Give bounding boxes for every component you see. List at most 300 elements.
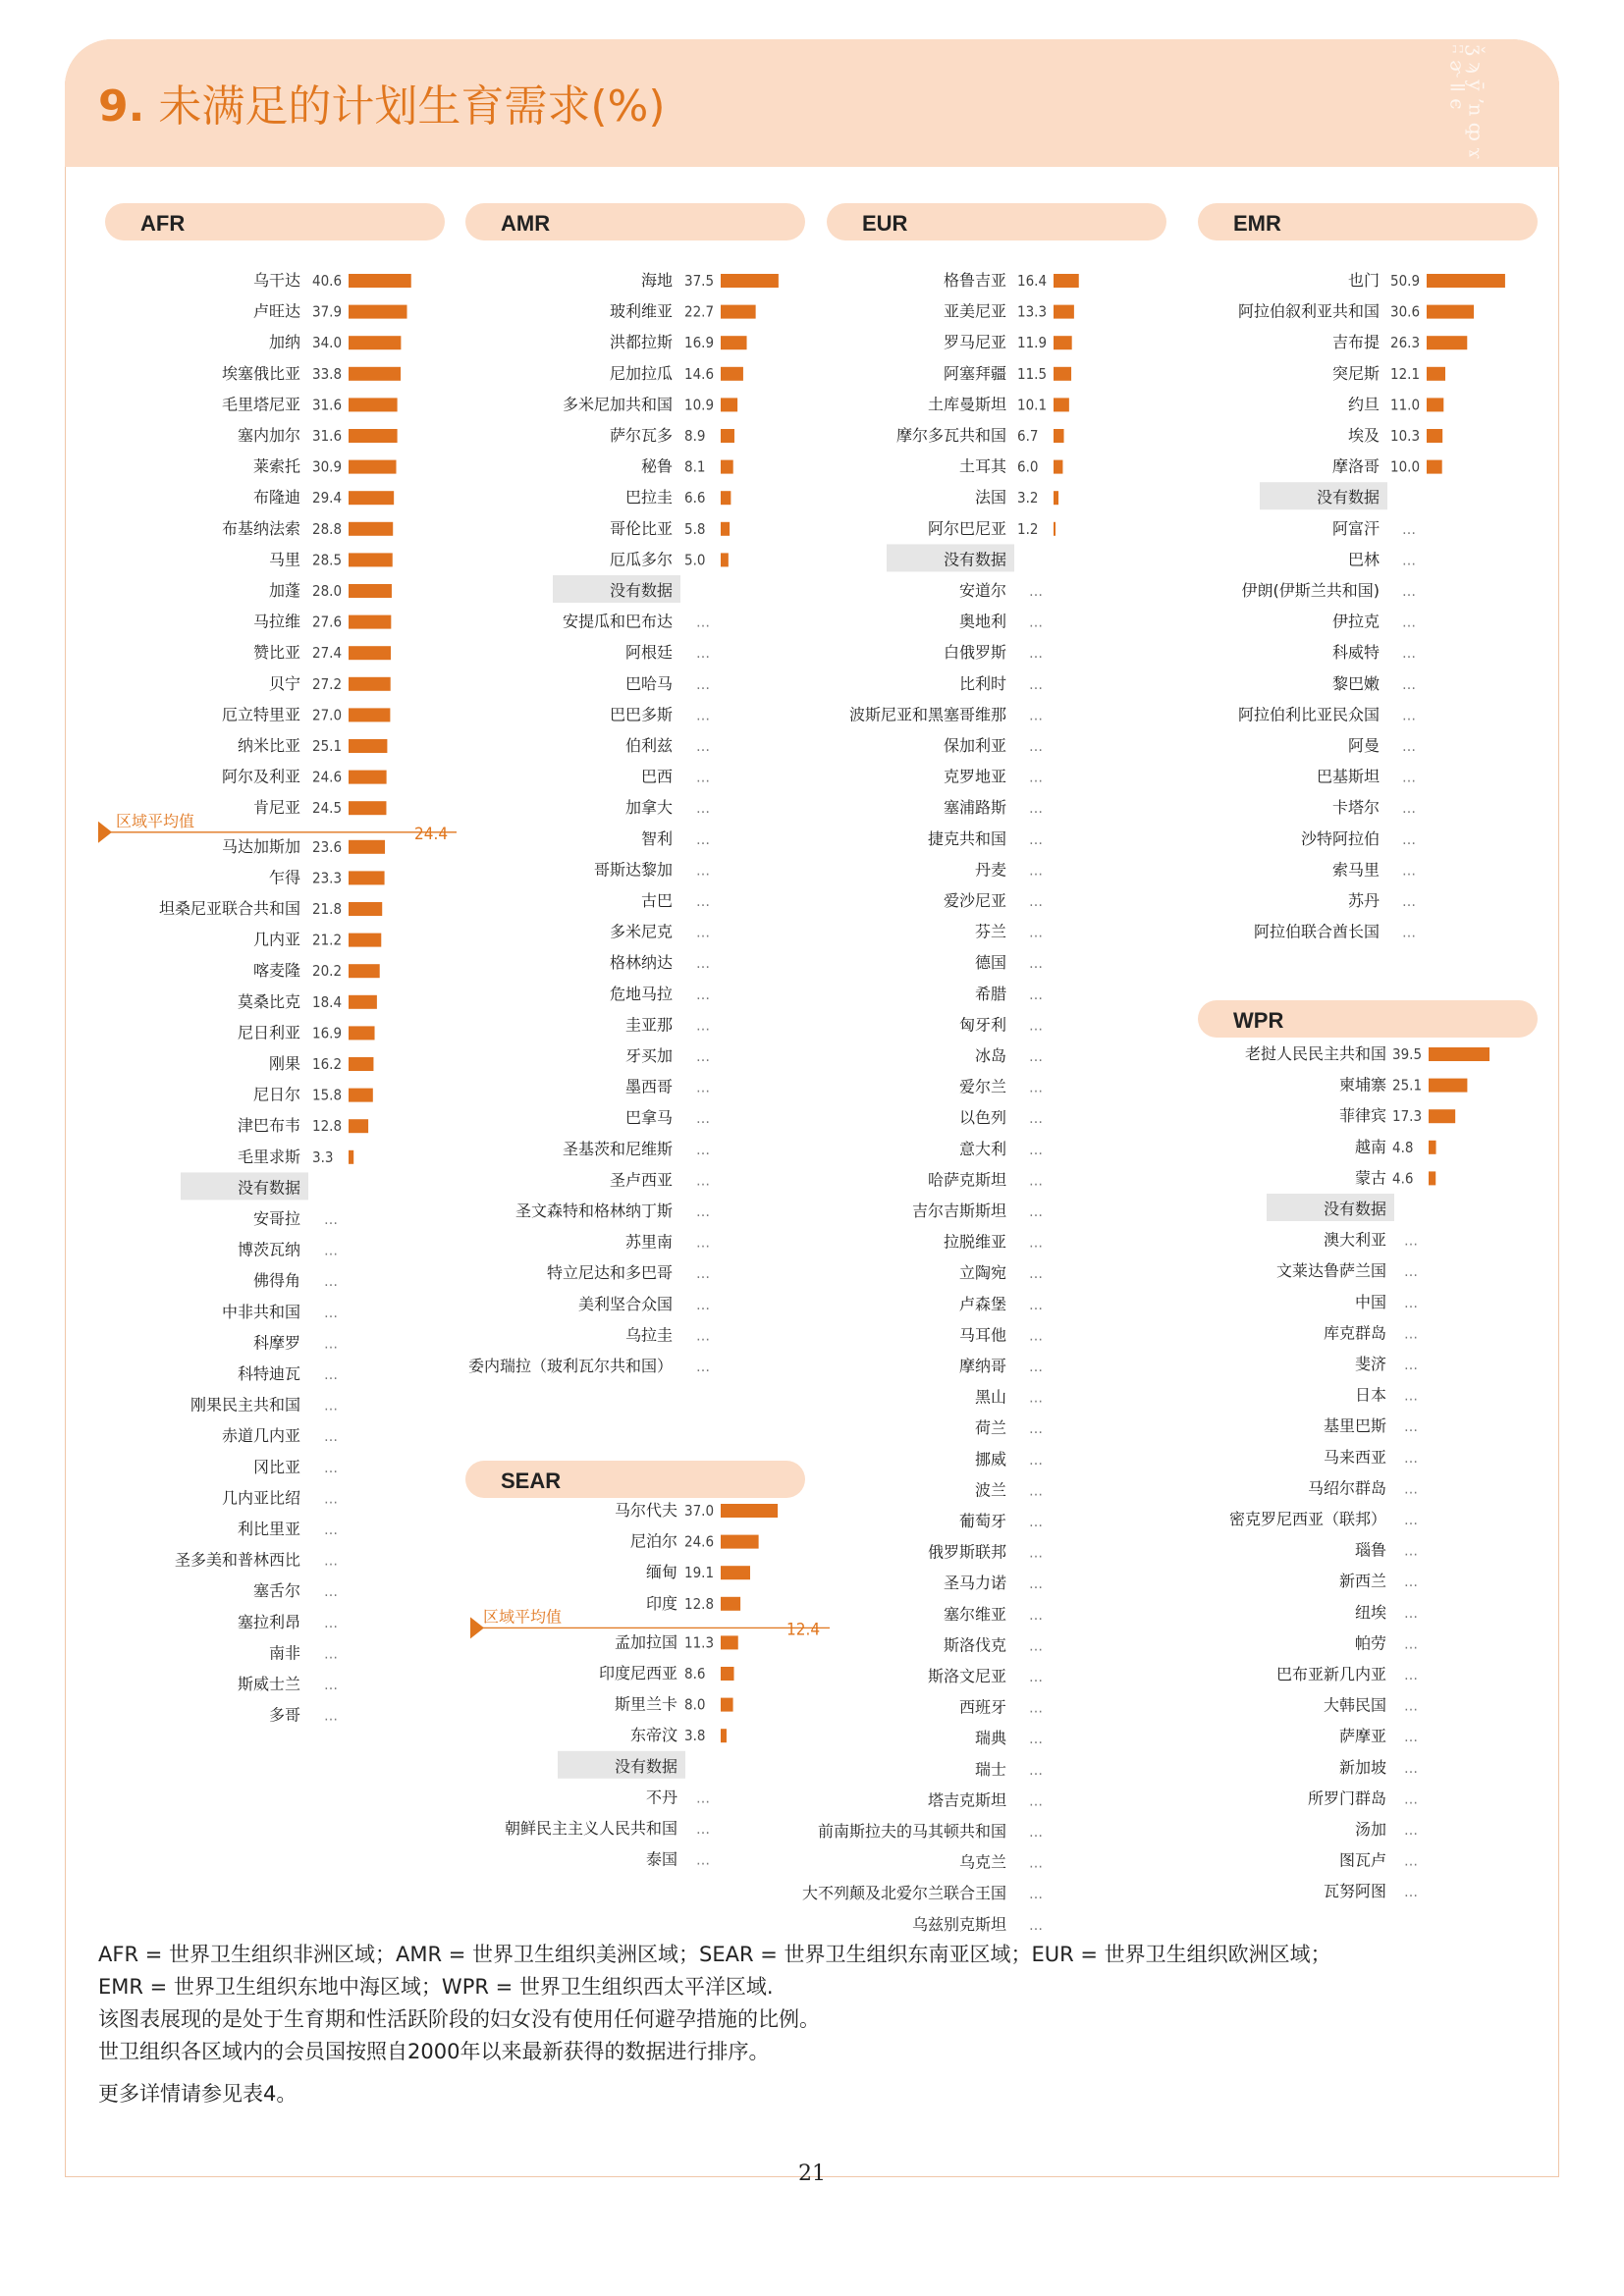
bar-afr — [349, 677, 391, 691]
missing-value: … — [1029, 1049, 1043, 1065]
country-label: 克罗地亚 — [943, 767, 1006, 786]
bar-afr — [349, 553, 393, 566]
missing-value: … — [1404, 1388, 1418, 1405]
value-label: 19.1 — [684, 1564, 715, 1582]
missing-value: … — [696, 1822, 710, 1838]
country-label: 新西兰 — [1338, 1572, 1386, 1591]
country-label: 多哥 — [268, 1705, 300, 1725]
country-label: 厄立特里亚 — [221, 705, 300, 724]
bar-emr — [1427, 429, 1442, 443]
country-label: 阿拉伯联合酋长国 — [1253, 922, 1380, 941]
bar-sear — [721, 1698, 733, 1712]
bar-amr — [721, 367, 743, 381]
country-label: 朝鲜民主主义人民共和国 — [504, 1819, 677, 1838]
bar-afr — [349, 305, 407, 319]
value-label: 8.6 — [684, 1665, 706, 1682]
region-label-emr: EMR — [1233, 211, 1281, 236]
bar-eur — [1054, 336, 1072, 349]
bar-afr — [349, 708, 390, 721]
missing-value: … — [1029, 1328, 1043, 1345]
country-label: 博茨瓦纳 — [237, 1240, 300, 1259]
bar-eur — [1054, 398, 1069, 411]
missing-value: … — [696, 1204, 710, 1220]
missing-value: … — [1404, 1513, 1418, 1528]
missing-value: … — [696, 676, 710, 693]
country-label: 巴西 — [640, 767, 673, 786]
bar-afr — [349, 902, 382, 916]
missing-value: … — [696, 1360, 710, 1375]
country-label: 西班牙 — [958, 1697, 1006, 1717]
missing-value: … — [324, 1615, 338, 1631]
value-label: 11.3 — [684, 1633, 715, 1652]
missing-value: … — [1402, 770, 1416, 786]
country-label: 埃塞俄比亚 — [221, 363, 300, 383]
bar-amr — [721, 522, 730, 536]
bar-amr — [721, 553, 729, 566]
missing-value: … — [696, 614, 710, 631]
country-label: 泰国 — [645, 1849, 677, 1869]
value-label: 27.2 — [312, 674, 343, 693]
value-label: 15.8 — [312, 1086, 343, 1104]
missing-value: … — [1029, 739, 1043, 755]
missing-value: … — [1404, 1791, 1418, 1808]
country-label: 南非 — [268, 1643, 300, 1663]
value-label: 14.6 — [684, 364, 715, 383]
bar-sear — [721, 1635, 738, 1649]
value-label: 37.9 — [312, 302, 343, 321]
missing-value: … — [1402, 894, 1416, 910]
missing-value: … — [1029, 1452, 1043, 1468]
missing-value: … — [1029, 801, 1043, 818]
country-label: 格鲁吉亚 — [943, 271, 1006, 290]
value-label: 28.0 — [312, 582, 343, 600]
missing-value: … — [324, 1460, 338, 1476]
value-label: 25.1 — [1392, 1076, 1423, 1095]
missing-value: … — [1404, 1668, 1418, 1683]
country-label: 尼日尔 — [252, 1085, 300, 1104]
missing-value: … — [1029, 987, 1043, 1003]
bar-wpr — [1429, 1109, 1455, 1123]
missing-value: … — [324, 1429, 338, 1446]
value-label: 21.2 — [312, 931, 343, 949]
missing-value: … — [1402, 739, 1416, 755]
bar-eur — [1054, 429, 1064, 443]
value-label: 10.1 — [1017, 396, 1048, 414]
missing-value: … — [1404, 1358, 1418, 1373]
missing-value: … — [1404, 1823, 1418, 1839]
value-label: 24.5 — [312, 799, 343, 818]
value-label: 27.6 — [312, 613, 343, 631]
country-label: 芬兰 — [974, 922, 1006, 941]
average-marker — [470, 1617, 484, 1638]
no-data-label: 没有数据 — [1316, 488, 1380, 507]
country-label: 中非共和国 — [221, 1302, 300, 1321]
value-label: 10.3 — [1390, 427, 1421, 445]
country-label: 安道尔 — [958, 581, 1006, 600]
country-label: 哈萨克斯坦 — [927, 1170, 1006, 1190]
country-label: 罗马尼亚 — [943, 333, 1006, 352]
value-label: 16.2 — [312, 1055, 343, 1073]
country-label: 津巴布韦 — [237, 1116, 300, 1136]
country-label: 洪都拉斯 — [609, 333, 673, 352]
missing-value: … — [696, 1111, 710, 1128]
country-label: 毛里塔尼亚 — [221, 395, 300, 414]
title-text: 未满足的计划生育需求(%) — [158, 81, 666, 132]
country-label: 乌兹别克斯坦 — [911, 1914, 1006, 1934]
country-label: 黑山 — [974, 1387, 1006, 1407]
country-label: 德国 — [974, 953, 1006, 973]
missing-value: … — [696, 925, 710, 941]
country-label: 阿富汗 — [1331, 518, 1380, 538]
country-label: 文莱达鲁萨兰国 — [1275, 1261, 1386, 1281]
no-data-label: 没有数据 — [1323, 1200, 1386, 1218]
missing-value: … — [324, 1491, 338, 1508]
country-label: 哥伦比亚 — [609, 518, 673, 538]
bar-afr — [349, 274, 411, 288]
missing-value: … — [696, 1235, 710, 1252]
page-number: 21 — [798, 2162, 826, 2186]
missing-value: … — [324, 1708, 338, 1725]
missing-value: … — [1029, 1917, 1043, 1934]
bar-afr — [349, 1057, 373, 1071]
missing-value: … — [1029, 1018, 1043, 1035]
region-label-amr: AMR — [501, 211, 551, 236]
bar-emr — [1427, 398, 1443, 411]
country-label: 塞浦路斯 — [943, 798, 1006, 818]
country-label: 巴哈马 — [624, 673, 673, 693]
country-label: 危地马拉 — [609, 984, 673, 1003]
missing-value: … — [696, 831, 710, 848]
country-label: 赤道几内亚 — [221, 1426, 300, 1446]
missing-value: … — [324, 1584, 338, 1601]
country-label: 苏丹 — [1347, 891, 1380, 910]
country-label: 科摩罗 — [252, 1333, 300, 1353]
country-label: 东帝汶 — [629, 1726, 677, 1745]
country-label: 多米尼加共和国 — [562, 395, 673, 414]
country-label: 突尼斯 — [1331, 363, 1380, 383]
missing-value: … — [696, 1852, 710, 1869]
country-label: 多米尼克 — [609, 922, 673, 941]
country-label: 荷兰 — [974, 1418, 1006, 1438]
country-label: 贝宁 — [268, 673, 300, 693]
country-label: 丹麦 — [974, 860, 1006, 880]
country-label: 新加坡 — [1338, 1757, 1386, 1777]
country-label: 冰岛 — [974, 1046, 1006, 1065]
value-label: 6.0 — [1017, 457, 1039, 476]
missing-value: … — [324, 1646, 338, 1663]
bar-afr — [349, 964, 380, 978]
country-label: 挪威 — [974, 1449, 1006, 1468]
country-label: 日本 — [1354, 1385, 1386, 1405]
bar-emr — [1427, 336, 1467, 349]
country-label: 拉脱维亚 — [943, 1232, 1006, 1252]
country-label: 摩纳哥 — [958, 1357, 1006, 1375]
average-label: 区域平均值 — [116, 811, 195, 830]
missing-value: … — [1402, 831, 1416, 848]
missing-value: … — [1029, 1732, 1043, 1748]
value-label: 30.9 — [312, 457, 343, 476]
country-label: 尼日利亚 — [237, 1023, 300, 1042]
footnote-line-5: 更多详情请参见表4。 — [98, 2082, 298, 2106]
country-label: 捷克共和国 — [927, 828, 1006, 848]
country-label: 帕劳 — [1354, 1633, 1386, 1653]
bar-eur — [1054, 491, 1058, 505]
value-label: 12.8 — [312, 1117, 343, 1136]
country-label: 葡萄牙 — [958, 1512, 1006, 1530]
value-label: 16.9 — [312, 1024, 343, 1042]
missing-value: … — [1029, 1173, 1043, 1190]
value-label: 27.0 — [312, 706, 343, 724]
bar-afr — [349, 522, 393, 536]
country-label: 摩洛哥 — [1331, 456, 1380, 476]
bar-emr — [1427, 460, 1442, 474]
country-label: 秘鲁 — [640, 456, 673, 476]
country-label: 吉布提 — [1331, 333, 1380, 352]
bar-afr — [349, 739, 387, 753]
missing-value: … — [696, 1049, 710, 1065]
country-label: 赞比亚 — [252, 643, 300, 663]
value-label: 8.9 — [684, 427, 706, 445]
value-label: 26.3 — [1390, 334, 1421, 352]
value-label: 10.9 — [684, 396, 715, 414]
country-label: 马来西亚 — [1323, 1447, 1386, 1467]
country-label: 阿曼 — [1347, 736, 1380, 755]
missing-value: … — [696, 739, 710, 755]
country-label: 马里 — [268, 550, 300, 569]
decorative-glyphs: ѿ ǯ ϡ ӯ ʼn ȹ ϫ ƃ ʭ ɚ ǁ ϵ — [1445, 26, 1489, 159]
country-label: 厄瓜多尔 — [609, 550, 673, 569]
country-label: 库克群岛 — [1323, 1323, 1386, 1343]
value-label: 12.1 — [1390, 364, 1421, 383]
country-label: 喀麦隆 — [252, 961, 300, 981]
region-label-eur: EUR — [862, 211, 908, 236]
bar-sear — [721, 1729, 727, 1742]
bar-amr — [721, 460, 733, 474]
country-label: 阿尔及利亚 — [221, 767, 300, 786]
bar-eur — [1054, 305, 1074, 319]
bar-sear — [721, 1667, 734, 1681]
bar-amr — [721, 274, 779, 288]
country-label: 格林纳达 — [609, 953, 673, 973]
missing-value: … — [1404, 1543, 1418, 1560]
country-label: 几内亚 — [252, 930, 300, 949]
country-label: 印度尼西亚 — [598, 1664, 677, 1682]
missing-value: … — [1402, 708, 1416, 724]
value-label: 3.8 — [684, 1727, 706, 1745]
country-label: 乌克兰 — [958, 1852, 1006, 1872]
value-label: 16.4 — [1017, 272, 1048, 290]
missing-value: … — [324, 1522, 338, 1538]
missing-value: … — [1402, 584, 1416, 600]
bar-amr — [721, 429, 734, 443]
country-label: 苏里南 — [624, 1232, 673, 1252]
country-label: 布基纳法索 — [221, 518, 300, 538]
country-label: 摩尔多瓦共和国 — [895, 426, 1006, 445]
country-label: 巴布亚新几内亚 — [1275, 1665, 1386, 1683]
value-label: 16.9 — [684, 334, 715, 352]
country-label: 圣马力诺 — [943, 1574, 1006, 1593]
country-label: 卢旺达 — [252, 301, 300, 321]
country-label: 吉尔吉斯斯坦 — [911, 1201, 1006, 1220]
missing-value: … — [1404, 1605, 1418, 1622]
missing-value: … — [696, 894, 710, 910]
missing-value: … — [1402, 646, 1416, 663]
country-label: 巴林 — [1347, 550, 1380, 569]
value-label: 29.4 — [312, 489, 343, 507]
value-label: 20.2 — [312, 962, 343, 981]
country-label: 尼加拉瓜 — [609, 363, 673, 383]
value-label: 23.6 — [312, 837, 343, 856]
missing-value: … — [696, 1142, 710, 1158]
missing-value: … — [1029, 1576, 1043, 1593]
missing-value: … — [696, 770, 710, 786]
country-label: 佛得角 — [252, 1271, 300, 1291]
country-label: 萨摩亚 — [1338, 1727, 1386, 1746]
missing-value: … — [1029, 676, 1043, 693]
value-label: 6.6 — [684, 489, 706, 507]
country-label: 莱索托 — [252, 456, 300, 476]
country-label: 密克罗尼西亚（联邦） — [1228, 1510, 1386, 1528]
country-label: 比利时 — [958, 673, 1006, 693]
missing-value: … — [1029, 1204, 1043, 1220]
missing-value: … — [324, 1336, 338, 1353]
country-label: 斯洛伐克 — [943, 1635, 1006, 1655]
value-label: 10.0 — [1390, 457, 1421, 476]
country-label: 图瓦卢 — [1338, 1850, 1386, 1870]
country-label: 古巴 — [640, 891, 673, 910]
bar-wpr — [1429, 1047, 1489, 1061]
country-label: 卢森堡 — [958, 1294, 1006, 1313]
value-label: 23.3 — [312, 869, 343, 887]
average-marker — [98, 822, 112, 843]
missing-value: … — [696, 1173, 710, 1190]
missing-value: … — [696, 708, 710, 724]
missing-value: … — [1402, 521, 1416, 538]
value-label: 25.1 — [312, 737, 343, 755]
country-label: 以色列 — [958, 1108, 1006, 1128]
country-label: 肯尼亚 — [252, 798, 300, 818]
country-label: 马达加斯加 — [221, 836, 300, 856]
missing-value: … — [1029, 1700, 1043, 1717]
bar-afr — [349, 934, 381, 947]
missing-value: … — [1029, 1793, 1043, 1810]
country-label: 圭亚那 — [624, 1015, 673, 1035]
bar-afr — [349, 871, 385, 884]
country-label: 哥斯达黎加 — [593, 860, 673, 880]
country-label: 也门 — [1347, 271, 1380, 290]
value-label: 37.0 — [684, 1502, 715, 1520]
country-label: 莫桑比克 — [237, 991, 300, 1011]
country-label: 印度 — [645, 1593, 677, 1613]
country-label: 刚果 — [268, 1054, 300, 1073]
title-number: 9. — [98, 81, 145, 132]
country-label: 汤加 — [1354, 1820, 1386, 1839]
value-label: 11.5 — [1017, 364, 1048, 383]
country-label: 瑞典 — [974, 1729, 1006, 1748]
country-label: 大韩民国 — [1323, 1695, 1386, 1715]
country-label: 马尔代夫 — [614, 1501, 677, 1520]
country-label: 柬埔寨 — [1338, 1075, 1386, 1095]
country-label: 蒙古 — [1354, 1168, 1386, 1188]
missing-value: … — [1402, 676, 1416, 693]
missing-value: … — [1029, 1360, 1043, 1375]
value-label: 4.8 — [1392, 1138, 1414, 1156]
bar-afr — [349, 1150, 353, 1164]
bar-sear — [721, 1566, 750, 1579]
country-label: 圣文森特和格林纳丁斯 — [514, 1201, 673, 1220]
country-label: 委内瑞拉（玻利瓦尔共和国） — [467, 1357, 673, 1375]
country-label: 马耳他 — [958, 1325, 1006, 1345]
country-label: 白俄罗斯 — [943, 643, 1006, 663]
missing-value: … — [1402, 863, 1416, 880]
missing-value: … — [1402, 553, 1416, 569]
value-label: 13.3 — [1017, 302, 1048, 321]
country-label: 纽埃 — [1354, 1602, 1386, 1622]
missing-value: … — [1029, 1515, 1043, 1530]
value-label: 31.6 — [312, 427, 343, 445]
country-label: 土库曼斯坦 — [927, 395, 1006, 414]
missing-value: … — [1029, 894, 1043, 910]
value-label: 39.5 — [1392, 1045, 1423, 1063]
missing-value: … — [324, 1274, 338, 1291]
country-label: 爱尔兰 — [958, 1077, 1006, 1096]
bar-afr — [349, 801, 386, 815]
missing-value: … — [1029, 1111, 1043, 1128]
average-value: 12.4 — [786, 1620, 821, 1640]
bar-amr — [721, 398, 737, 411]
missing-value: … — [1404, 1760, 1418, 1777]
missing-value: … — [1404, 1730, 1418, 1746]
missing-value: … — [1029, 863, 1043, 880]
country-label: 安哥拉 — [252, 1209, 300, 1228]
country-label: 保加利亚 — [943, 736, 1006, 755]
country-label: 阿拉伯利比亚民众国 — [1237, 705, 1380, 724]
country-label: 牙买加 — [624, 1046, 673, 1065]
missing-value: … — [1029, 1545, 1043, 1562]
bar-afr — [349, 995, 377, 1009]
country-label: 塞尔维亚 — [943, 1604, 1006, 1624]
country-label: 毛里求斯 — [237, 1147, 300, 1166]
country-label: 墨西哥 — [624, 1077, 673, 1096]
missing-value: … — [1029, 770, 1043, 786]
missing-value: … — [324, 1553, 338, 1570]
no-data-label: 没有数据 — [609, 581, 673, 600]
bar-afr — [349, 460, 397, 474]
missing-value: … — [324, 1243, 338, 1259]
missing-value: … — [1029, 925, 1043, 941]
country-label: 黎巴嫩 — [1331, 673, 1380, 693]
bar-sear — [721, 1504, 778, 1518]
country-label: 亚美尼亚 — [943, 301, 1006, 321]
country-label: 孟加拉国 — [614, 1632, 677, 1652]
bar-afr — [349, 398, 398, 411]
missing-value: … — [1029, 1762, 1043, 1779]
missing-value: … — [696, 987, 710, 1003]
country-label: 冈比亚 — [252, 1457, 300, 1476]
missing-value: … — [324, 1678, 338, 1693]
country-label: 塔吉克斯坦 — [927, 1790, 1006, 1810]
country-label: 塞内加尔 — [237, 426, 300, 445]
value-label: 24.6 — [312, 768, 343, 786]
country-label: 巴拿马 — [624, 1108, 673, 1128]
footnotes — [98, 1939, 1532, 2110]
value-label: 8.1 — [684, 457, 706, 476]
value-label: 3.3 — [312, 1148, 334, 1166]
footnote-line-4: 世卫组织各区域内的会员国按照自2000年以来最新获得的数据进行排序。 — [98, 2040, 770, 2063]
country-label: 波兰 — [974, 1480, 1006, 1500]
country-label: 科威特 — [1331, 643, 1380, 663]
bar-emr — [1427, 367, 1445, 381]
